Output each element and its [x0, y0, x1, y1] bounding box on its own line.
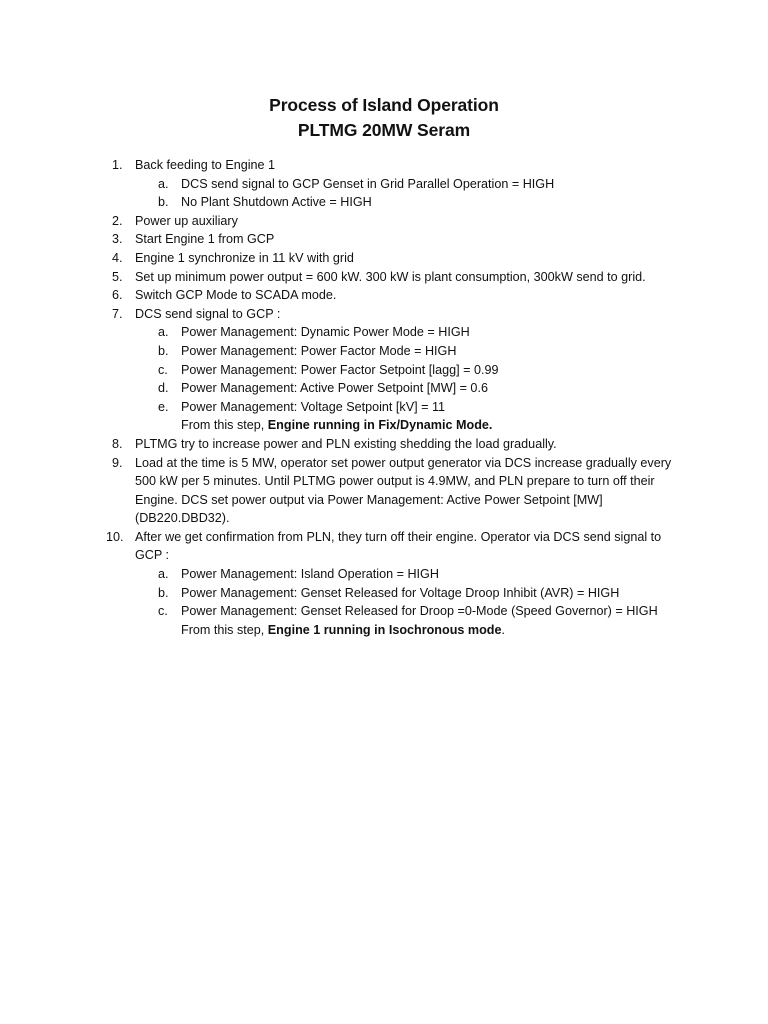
note-text — [181, 621, 505, 640]
step-continuation — [0, 491, 768, 510]
list-item — [0, 305, 768, 324]
sub-text: No Plant Shutdown Active = HIGH — [181, 195, 372, 210]
step-text: (DB220.DBD32). — [135, 511, 230, 526]
step-text: Engine. DCS set power output via Power Management: Active Power Setpoint [MW] — [135, 492, 603, 507]
list-item — [0, 268, 768, 287]
list-item — [0, 156, 768, 175]
step-note — [0, 416, 768, 435]
sub-item — [0, 398, 768, 417]
sub-letter: a. — [158, 176, 169, 191]
step-number: 4. — [112, 250, 123, 265]
sub-item — [0, 342, 768, 361]
step-text: After we get confirmation from PLN, they turn off their engine. Operator via DCS send signal to — [135, 529, 662, 544]
sub-item — [0, 584, 768, 603]
sub-letter: b. — [158, 195, 169, 210]
step-number: 3. — [112, 232, 123, 247]
step-number: 5. — [112, 269, 123, 284]
step-text: 500 kW per 5 minutes. Until PLTMG power output is 4.9MW, and PLN prepare to turn off their — [135, 474, 655, 489]
note-emphasis: Engine running in Fix/Dynamic Mode. — [267, 418, 493, 433]
sub-text: DCS send signal to GCP Genset in Grid Parallel Operation = HIGH — [181, 176, 555, 191]
step-text: Back feeding to Engine 1 — [135, 158, 276, 172]
sub-text: Power Management: Voltage Setpoint [kV] = 11 — [181, 399, 446, 414]
sub-item — [0, 175, 768, 194]
step-text: PLTMG try to increase power and PLN existing shedding the load gradually. — [135, 436, 557, 451]
step-number: 7. — [112, 306, 123, 321]
list-item — [0, 435, 768, 454]
sub-text: Power Management: Dynamic Power Mode = HIGH — [181, 325, 470, 340]
sub-letter: a. — [158, 567, 169, 582]
note-prefix: From this step, — [181, 418, 268, 433]
sub-letter: a. — [158, 325, 169, 340]
step-continuation — [0, 509, 768, 528]
sub-letter: c. — [158, 362, 168, 377]
step-text: Power up auxiliary — [135, 213, 238, 228]
sub-text: Power Management: Island Operation = HIGH — [181, 567, 439, 582]
step-continuation — [0, 472, 768, 491]
note-suffix: . — [501, 622, 505, 637]
sub-item — [0, 602, 768, 621]
step-text: Set up minimum power output = 600 kW. 300 kW is plant consumption, 300kW send to grid. — [135, 269, 646, 284]
step-text: Engine 1 synchronize in 11 kV with grid — [135, 250, 354, 265]
procedure-list — [0, 156, 768, 639]
list-item — [0, 249, 768, 268]
step-number: 8. — [112, 436, 123, 451]
step-text: DCS send signal to GCP : — [135, 306, 281, 321]
document-subtitle: PLTMG 20MW Seram — [297, 120, 471, 140]
sub-item — [0, 193, 768, 212]
sub-letter: c. — [158, 604, 168, 619]
title-block — [0, 93, 768, 143]
step-number: 2. — [112, 213, 123, 228]
list-item — [0, 230, 768, 249]
sub-letter: d. — [158, 381, 169, 396]
sub-letter: b. — [158, 585, 169, 600]
note-emphasis: Engine 1 running in Isochronous mode — [267, 622, 502, 637]
sub-letter: b. — [158, 343, 169, 358]
sub-text: Power Management: Power Factor Setpoint [lagg] = 0.99 — [181, 362, 499, 377]
list-item — [0, 286, 768, 305]
step-number: 10. — [106, 529, 124, 544]
step-number: 1. — [112, 158, 123, 172]
note-text — [181, 416, 492, 435]
document-title: Process of Island Operation — [269, 95, 499, 115]
sub-text: Power Management: Genset Released for Voltage Droop Inhibit (AVR) = HIGH — [181, 585, 620, 600]
step-number: 9. — [112, 455, 123, 470]
sub-item — [0, 323, 768, 342]
sub-item — [0, 379, 768, 398]
step-note — [0, 621, 768, 640]
step-text: Start Engine 1 from GCP — [135, 232, 275, 247]
step-text: GCP : — [135, 548, 170, 563]
sub-letter: e. — [158, 399, 169, 414]
note-prefix: From this step, — [181, 622, 268, 637]
list-item — [0, 212, 768, 231]
step-number: 6. — [112, 288, 123, 303]
sub-text: Power Management: Active Power Setpoint [MW] = 0.6 — [181, 381, 488, 396]
step-continuation — [0, 546, 768, 565]
list-item — [0, 528, 768, 547]
list-item — [0, 454, 768, 473]
sub-item — [0, 565, 768, 584]
sub-text: Power Management: Genset Released for Droop =0-Mode (Speed Governor) = HIGH — [181, 604, 658, 619]
sub-item — [0, 361, 768, 380]
sub-text: Power Management: Power Factor Mode = HIGH — [181, 343, 457, 358]
step-text: Load at the time is 5 MW, operator set power output generator via DCS increase gradually every — [135, 455, 672, 470]
step-text: Switch GCP Mode to SCADA mode. — [135, 288, 337, 303]
